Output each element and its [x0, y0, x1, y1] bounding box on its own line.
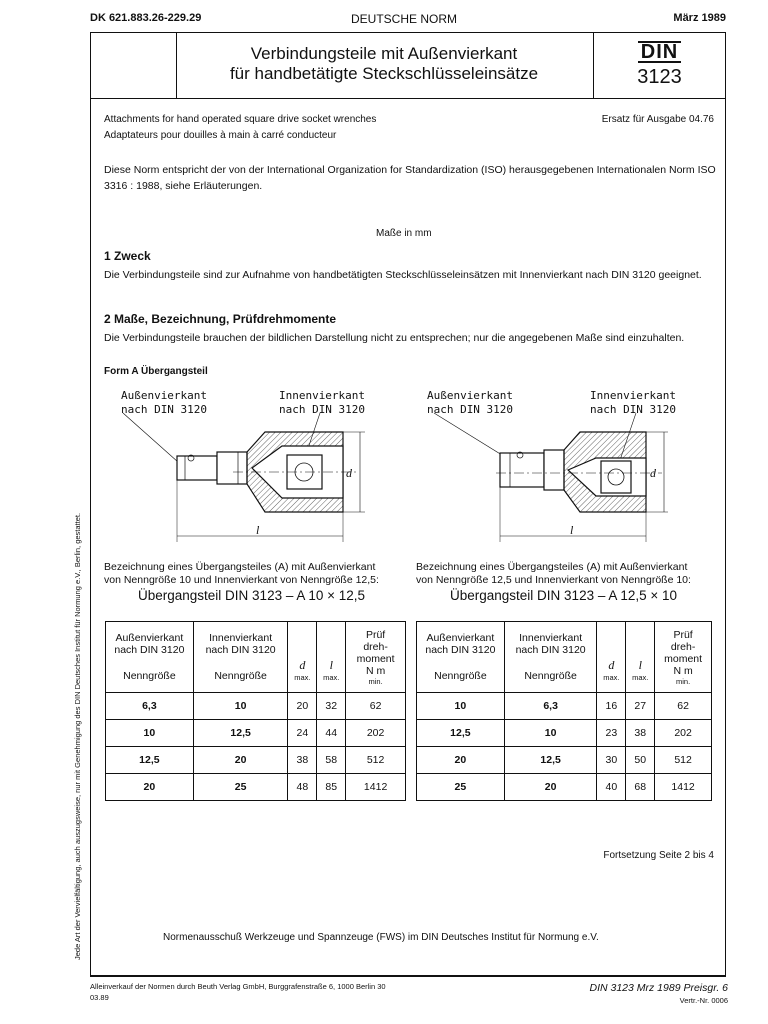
designation-example-left: Übergangsteil DIN 3123 – A 10 × 12,5 [138, 588, 366, 603]
dim-d-right: d [650, 466, 656, 480]
french-title: Adaptateurs pour douilles à main à carré conducteur [104, 130, 337, 141]
table-row: 12,5 10 23 38 202 [417, 720, 712, 747]
drawing-left [123, 413, 365, 542]
label-inner-square-right: Innenvierkant nach DIN 3120 [589, 389, 677, 416]
label-outer-square-left: Außenvierkant nach DIN 3120 [120, 389, 208, 416]
print-code: 03.89 [90, 993, 109, 1002]
label-outer-square-right: Außenvierkant nach DIN 3120 [426, 389, 514, 416]
dim-l-right: l [570, 523, 574, 537]
table-row: 10 12,5 24 44 202 [106, 720, 406, 747]
copyright-side-note: Jede Art der Vervielfältigung, auch auszugsweise, nur mit Genehmigung des DIN Deutsches Institut für Normung e.V., Berlin, gestattet. [73, 512, 82, 960]
units-note: Maße in mm [376, 228, 432, 239]
din-number: 3123 [637, 66, 682, 88]
table-left-header: Außenvierkant nach DIN 3120 Nenngröße Innenvierkant nach DIN 3120 Nenngröße d max. l max. Prüf dreh- moment N m min. [106, 622, 406, 693]
footer-reference: DIN 3123 Mrz 1989 Preisgr. 6 [589, 982, 728, 994]
label-inner-square-left: Innenvierkant nach DIN 3120 [278, 389, 366, 416]
dim-d-left: d [346, 466, 352, 480]
document-code: DK 621.883.26-229.29 [90, 12, 202, 24]
replaces-note: Ersatz für Ausgabe 04.76 [601, 114, 714, 125]
table-row: 20 12,5 30 50 512 [417, 747, 712, 774]
din-logo: DIN [638, 41, 681, 63]
table-left [105, 621, 406, 801]
designation-right: Bezeichnung eines Übergangsteiles (A) mit Außenvierkant von Nenngröße 12,5 und Innenvierkant von Nenngröße 10: [416, 561, 691, 586]
committee-note: Normenausschuß Werkzeuge und Spannzeuge (FWS) im DIN Deutsches Institut für Normung e.V. [163, 932, 599, 943]
section-2-text: Die Verbindungsteile brauchen der bildlichen Darstellung nicht zu entsprechen; nur die angegebenen Maße sind einzuhalten. [104, 332, 685, 344]
english-title: Attachments for hand operated square drive socket wrenches [104, 114, 377, 125]
designation-example-right: Übergangsteil DIN 3123 – A 12,5 × 10 [450, 588, 678, 603]
title-line-2: für handbetätigte Steckschlüsseleinsätze [229, 64, 539, 83]
table-row: 10 6,3 16 27 62 [417, 693, 712, 720]
drawing-right [434, 413, 668, 542]
form-label: Form A Übergangsteil [104, 366, 208, 377]
vertr-number: Vertr.-Nr. 0006 [679, 996, 728, 1005]
issue-date: März 1989 [673, 12, 726, 24]
table-row: 20 25 48 85 1412 [106, 774, 406, 801]
footer-rule [90, 976, 726, 977]
title-line-1: Verbindungsteile mit Außenvierkant [250, 44, 518, 63]
norm-label: DEUTSCHE NORM [351, 12, 458, 26]
iso-note: Diese Norm entspricht der von der International Organization for Standardization (ISO) herausgegebenen Internationalen Norm ISO 3316 : 1988, siehe Erläuterungen. [104, 164, 716, 192]
section-1-text: Die Verbindungsteile sind zur Aufnahme von handbetätigten Steckschlüsseleinsätzen mit Innenvierkant nach DIN 3120 geeignet. [104, 269, 702, 281]
section-2-heading: 2 Maße, Bezeichnung, Prüfdrehmomente [104, 312, 337, 326]
sales-note: Alleinverkauf der Normen durch Beuth Verlag GmbH, Burggrafenstraße 6, 1000 Berlin 30 [90, 982, 386, 991]
dim-l-left: l [256, 523, 260, 537]
table-row: 6,3 10 20 32 62 [106, 693, 406, 720]
table-right-header: Außenvierkant nach DIN 3120 Nenngröße Innenvierkant nach DIN 3120 Nenngröße d max. l max. Prüf dreh- moment N m min. [417, 622, 712, 693]
table-right [416, 621, 712, 801]
designation-left: Bezeichnung eines Übergangsteiles (A) mit Außenvierkant von Nenngröße 10 und Innenvierkant von Nenngröße 12,5: [104, 561, 379, 586]
table-row: 25 20 40 68 1412 [417, 774, 712, 801]
table-row: 12,5 20 38 58 512 [106, 747, 406, 774]
section-1-heading: 1 Zweck [104, 249, 151, 263]
continuation-note: Fortsetzung Seite 2 bis 4 [603, 850, 714, 861]
